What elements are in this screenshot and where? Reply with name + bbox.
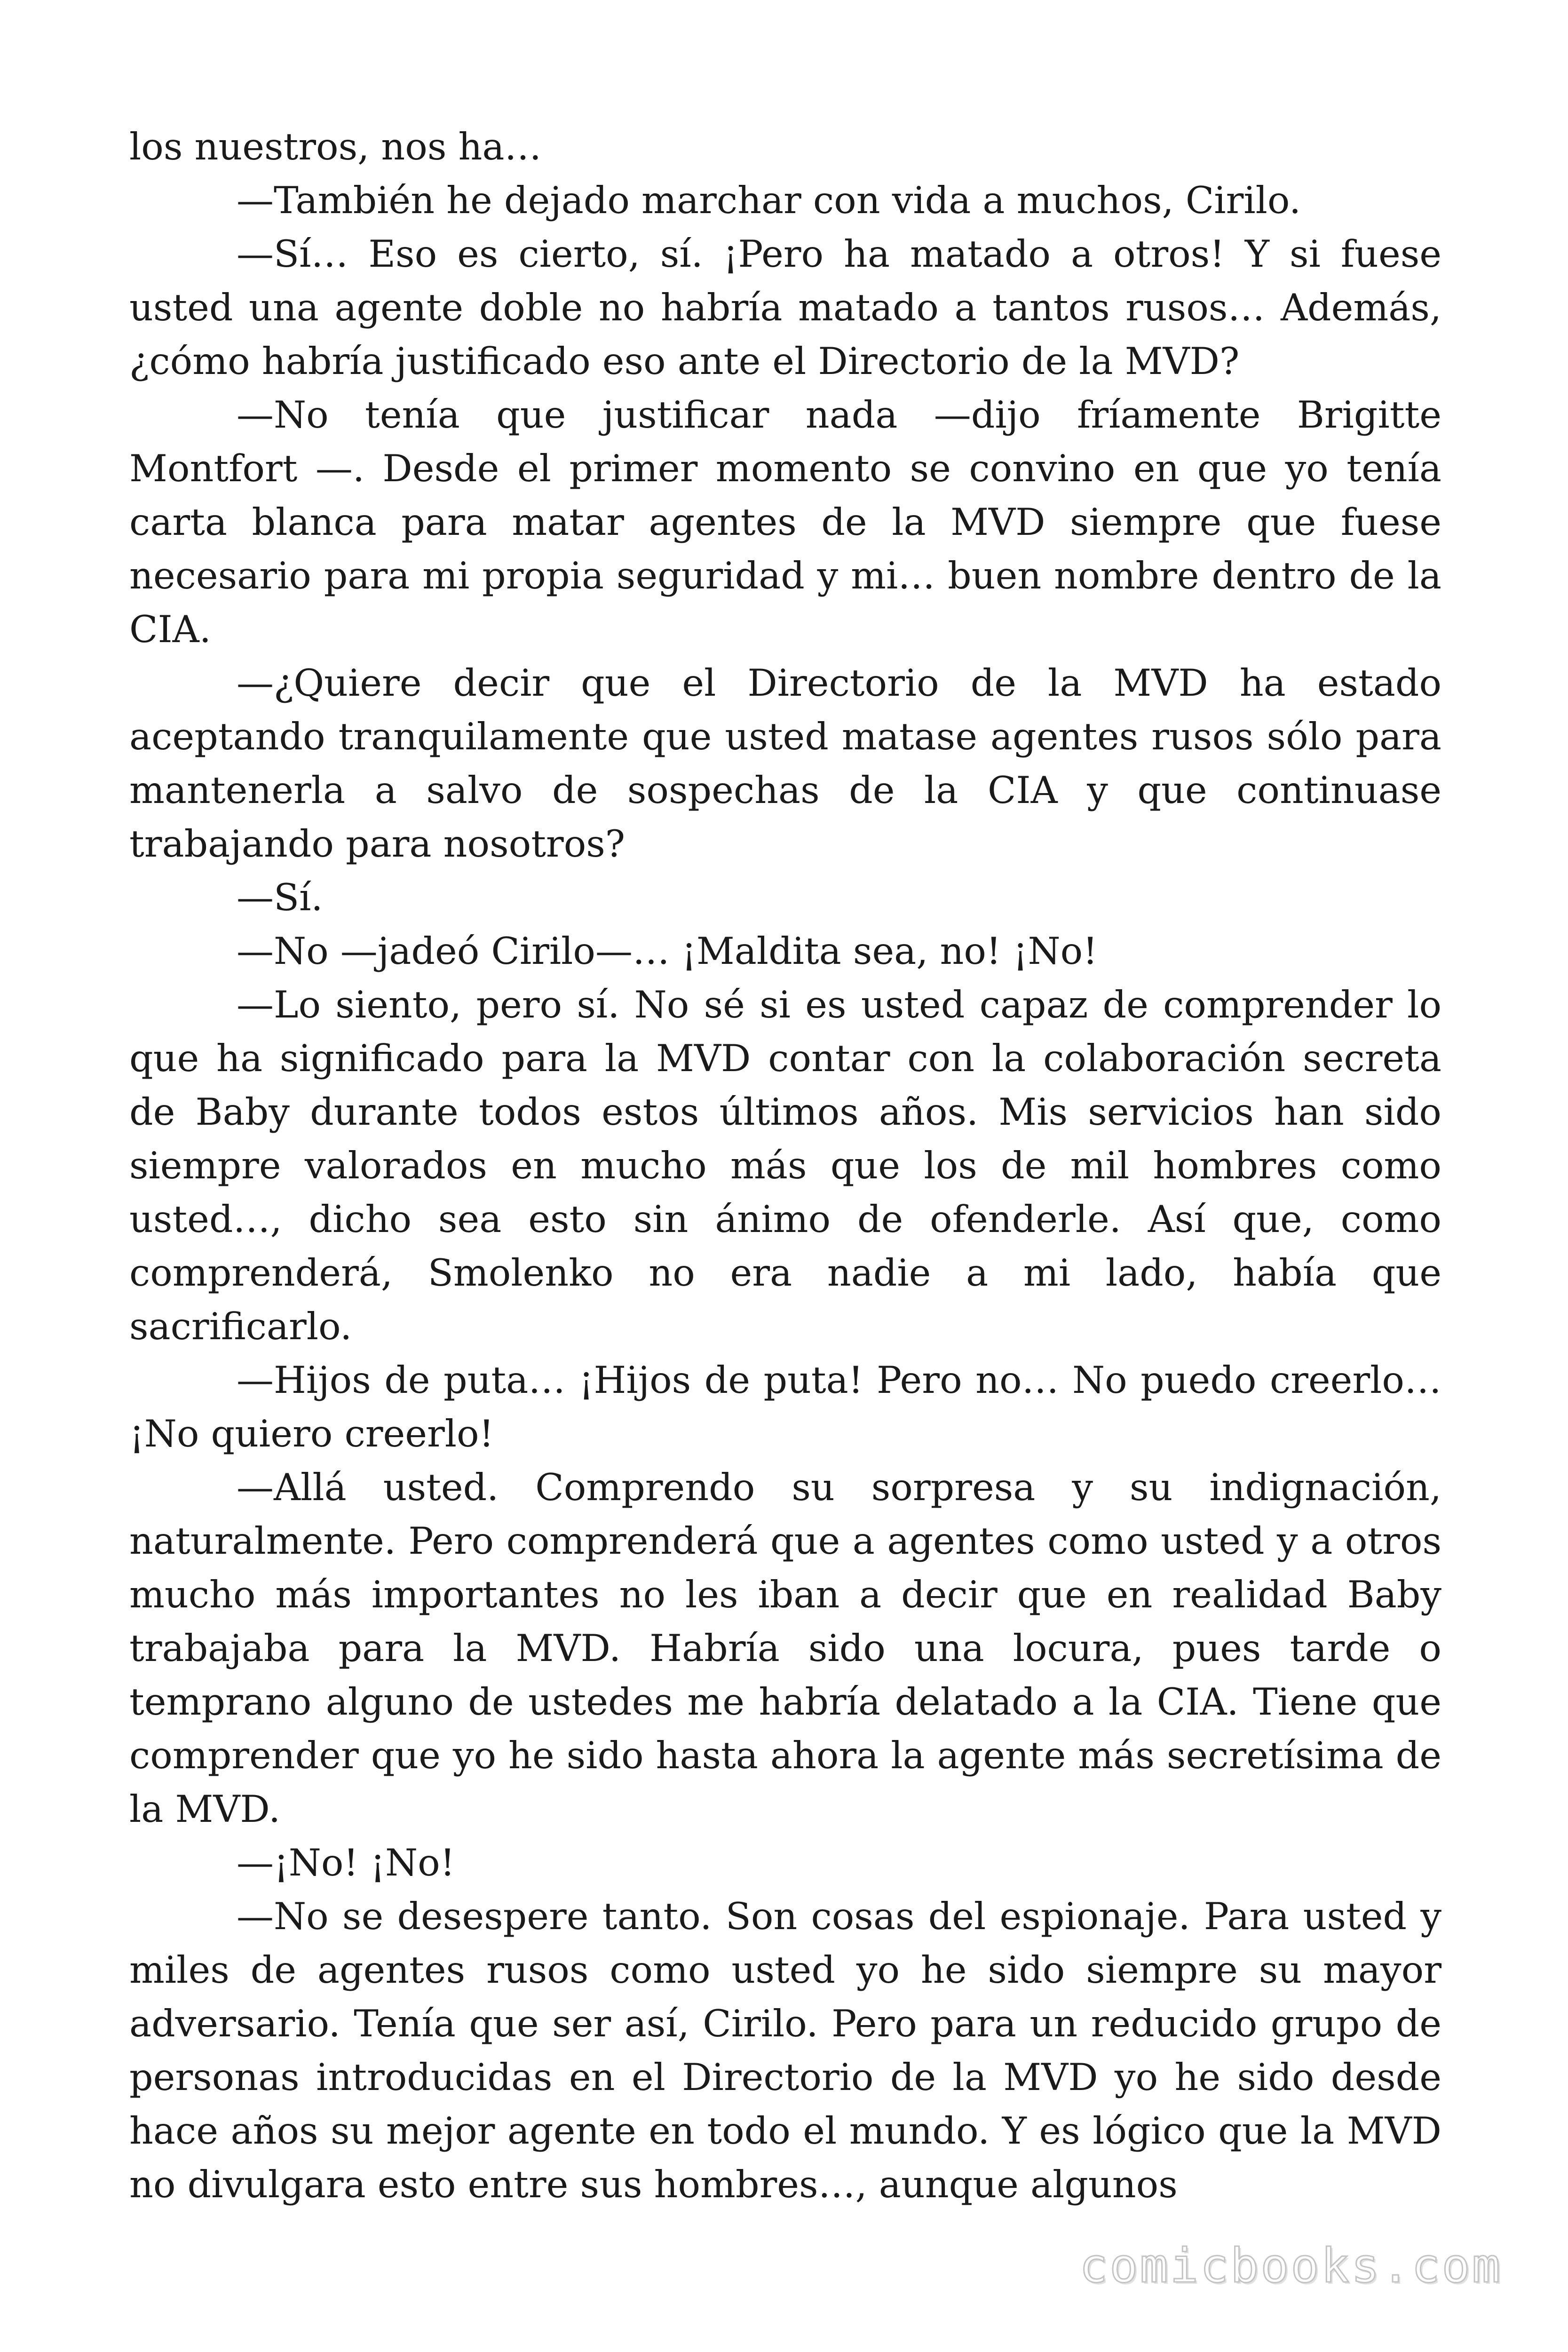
paragraph: —¡No! ¡No!: [237, 1841, 455, 1884]
paragraph: —También he dejado marchar con vida a muchos, Cirilo.: [237, 179, 1301, 222]
watermark: comicbooks.com: [1079, 2238, 1502, 2293]
paragraph: —No se desespere tanto. Son cosas del espionaje. Para usted y miles de agentes rusos como usted yo he sido siempre su mayor adversario. Tenía que ser así, Cirilo. Pero para un reducido grupo de personas introducidas en el Directorio de la MVD yo he sido desde hace años su mejor agente en todo el mundo. Y es lógico que la MVD no divulgara esto entre sus hombres…, aunque algunos: [129, 1895, 1441, 2206]
paragraph: —Sí… Eso es cierto, sí. ¡Pero ha matado a otros! Y si fuese usted una agente doble no habría matado a tantos rusos… Además, ¿cómo habría justificado eso ante el Directorio de la MVD?: [129, 232, 1441, 383]
paragraph: —No —jadeó Cirilo—… ¡Maldita sea, no! ¡No!: [237, 930, 1098, 973]
paragraph: —Lo siento, pero sí. No sé si es usted capaz de comprender lo que ha significado para la MVD contar con la colaboración secreta de Baby durante todos estos últimos años. Mis servicios han sido siempre valorados en mucho más que los de mil hombres como usted…, dicho sea esto sin ánimo de ofenderle. Así que, como comprenderá, Smolenko no era nadie a mi lado, había que sacrificarlo.: [129, 983, 1441, 1348]
paragraph: —Allá usted. Comprendo su sorpresa y su indignación, naturalmente. Pero comprenderá que a agentes como usted y a otros mucho más importantes no les iban a decir que en realidad Baby trabajaba para la MVD. Habría sido una locura, pues tarde o temprano alguno de ustedes me habría delatado a la CIA. Tiene que comprender que yo he sido hasta ahora la agente más secretísima de la MVD.: [129, 1466, 1441, 1831]
paragraph: —Hijos de puta… ¡Hijos de puta! Pero no… No puedo creerlo… ¡No quiero creerlo!: [129, 1359, 1441, 1455]
paragraph: —Sí.: [237, 876, 323, 919]
paragraph-continuation: los nuestros, nos ha…: [129, 125, 542, 168]
paragraph: —¿Quiere decir que el Directorio de la MVD ha estado aceptando tranquilamente que usted matase agentes rusos sólo para mantenerla a salvo de sospechas de la CIA y que continuase trabajando para nosotros?: [129, 661, 1441, 866]
paragraph: —No tenía que justificar nada —dijo fríamente Brigitte Montfort —. Desde el primer momento se convino en que yo tenía carta blanca para matar agentes de la MVD siempre que fuese necesario para mi propia seguridad y mi… buen nombre dentro de la CIA.: [129, 393, 1441, 651]
page-body: [129, 120, 1441, 2211]
